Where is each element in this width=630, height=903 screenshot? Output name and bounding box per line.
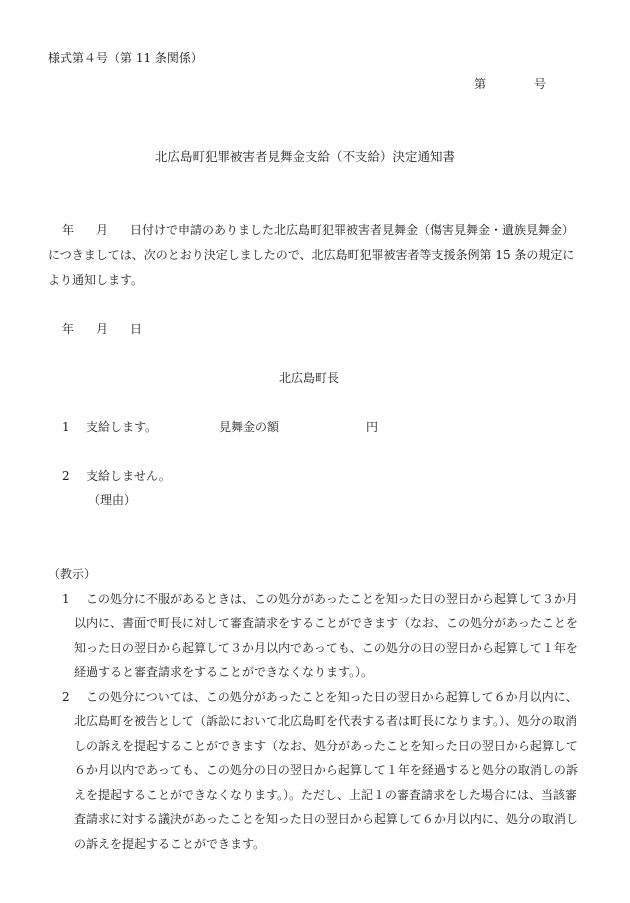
reason-label: （理由） (88, 493, 137, 507)
issue-month: 月 (96, 322, 109, 336)
form-label: 様式第４号（第 11 条関係） (48, 51, 203, 65)
notice-2-line-3: しの訴えを提起することができます（なお、処分があったことを知った日の翌日から起算して (74, 739, 578, 753)
issue-year: 年 (62, 322, 75, 336)
number-prefix: 第 (474, 77, 487, 91)
notice-2-line-5: えを提起することができなくなります。）。ただし、上記１の審査請求をした場合には、当該審 (74, 788, 578, 802)
intro-year: 年 (62, 223, 75, 237)
notice-1-number: 1 (62, 592, 70, 606)
notice-1-line-4: 経過すると審査請求をすることができなくなります。）。 (74, 665, 374, 679)
amount-unit: 円 (366, 420, 379, 434)
issue-day: 日 (130, 322, 143, 336)
notice-heading: （教示） (48, 567, 97, 581)
decision-2-label: 支給しません。 (86, 469, 171, 483)
notice-1-line-2: 以内に、書面で町長に対して審査請求をすることができます（なお、この処分があったことを (74, 616, 578, 630)
notice-1-line-1: この処分に不服があるときは、この処分があったことを知った日の翌日から起算して３か月 (86, 592, 578, 606)
decision-1-number: 1 (62, 420, 70, 434)
notice-1-line-3: 知った日の翌日から起算して３か月以内であっても、この処分の日の翌日から起算して１年を (74, 641, 578, 655)
number-suffix: 号 (534, 77, 547, 91)
notice-2-number: 2 (62, 690, 70, 704)
notice-2-line-4: ６か月以内であっても、この処分の日の翌日から起算して１年を経過すると処分の取消しの訴 (74, 763, 578, 777)
document-title: 北広島町犯罪被害者見舞金支給（不支給）決定通知書 (155, 149, 456, 164)
decision-1-label: 支給します。 (86, 420, 158, 434)
notice-2-line-7: の訴えを提起することができます。 (74, 837, 266, 851)
decision-2-number: 2 (62, 469, 70, 483)
intro-line-2: につきましては、次のとおり決定しましたので、北広島町犯罪被害者等支援条例第 15 条の規定に (48, 248, 575, 262)
intro-month: 月 (96, 223, 109, 237)
intro-line-1: 日付けで申請のありました北広島町犯罪被害者見舞金（傷害見舞金・遺族見舞金） (130, 223, 575, 237)
intro-line-3: より通知します。 (48, 273, 144, 287)
notice-2-line-2: 北広島町を被告として（訴訟において北広島町を代表する者は町長になります。）、処分の取消 (74, 714, 578, 728)
issuer: 北広島町長 (279, 371, 340, 385)
notice-2-line-1: この処分については、この処分があったことを知った日の翌日から起算して６か月以内に、 (86, 690, 578, 704)
amount-label: 見舞金の額 (219, 420, 280, 434)
notice-2-line-6: 査請求に対する議決があったことを知った日の翌日から起算して６か月以内に、処分の取消し (74, 812, 578, 826)
